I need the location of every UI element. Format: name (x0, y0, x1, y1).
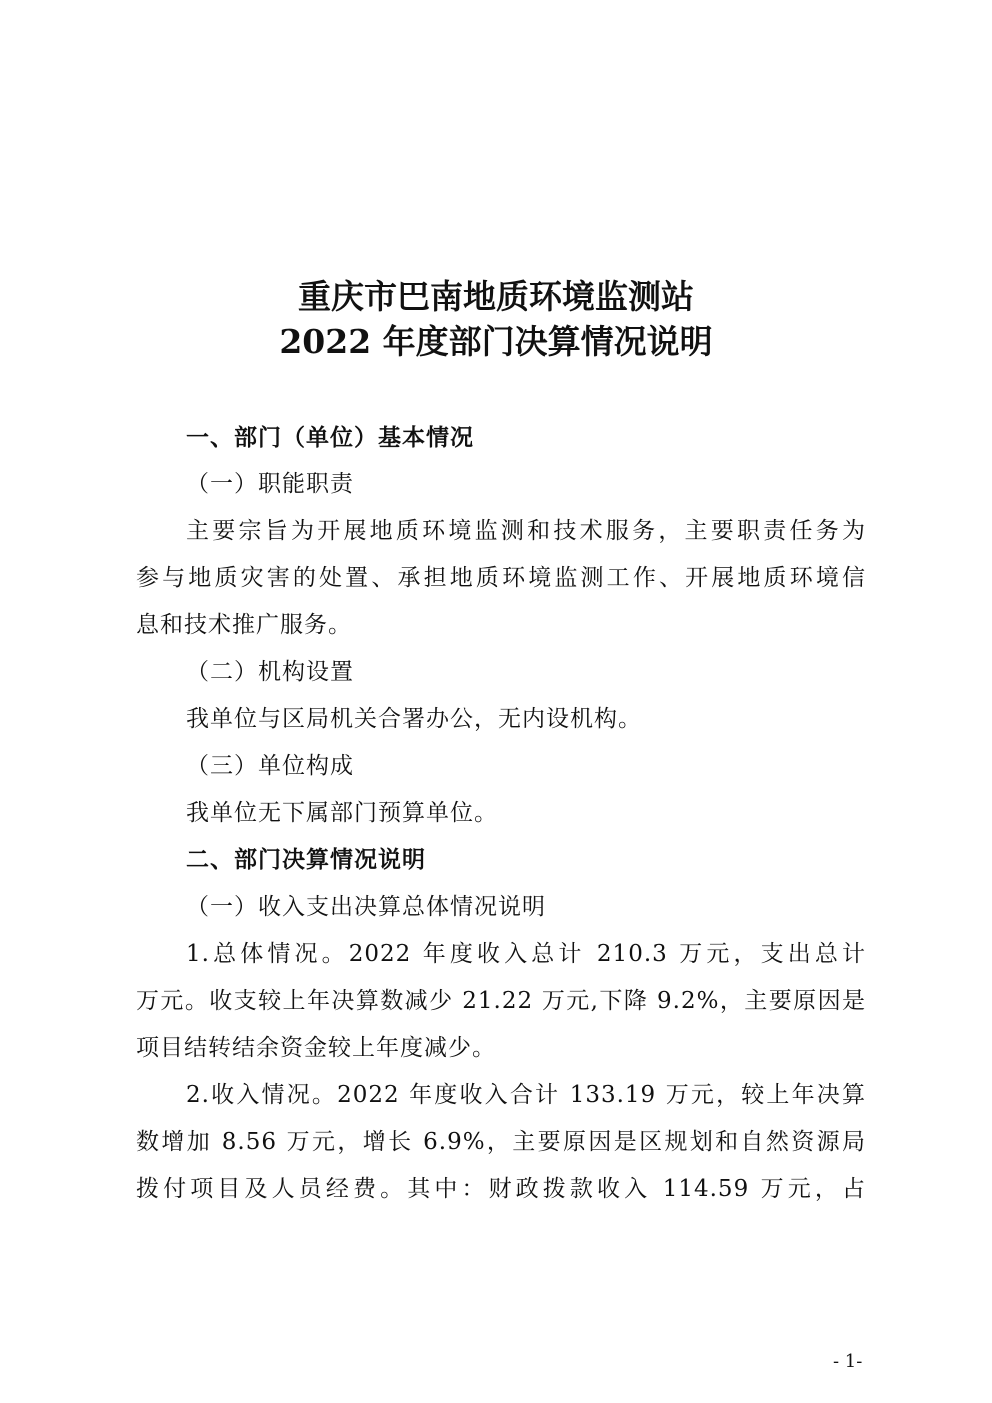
paragraph-line: 数增加 8.56 万元，增长 6.9%，主要原因是区规划和自然资源局 (136, 1129, 866, 1155)
paragraph-line: 项目结转结余资金较上年度减少。 (136, 1035, 496, 1061)
section-heading-2: 二、部门决算情况说明 (186, 846, 426, 873)
document-title-line-2: 2022 年度部门决算情况说明 (279, 322, 713, 361)
paragraph-line: 我单位无下属部门预算单位。 (186, 800, 498, 826)
subsection-heading-composition: （三）单位构成 (186, 753, 354, 779)
paragraph-line: 2.收入情况。2022 年度收入合计 133.19 万元，较上年决算 (186, 1082, 866, 1108)
subsection-heading-organization: （二）机构设置 (186, 659, 354, 685)
paragraph-line: 息和技术推广服务。 (136, 612, 352, 638)
paragraph-line: 我单位与区局机关合署办公，无内设机构。 (186, 706, 642, 732)
paragraph-line: 主要宗旨为开展地质环境监测和技术服务，主要职责任务为 (186, 518, 866, 544)
paragraph-line: 参与地质灾害的处置、承担地质环境监测工作、开展地质环境信 (136, 565, 866, 591)
paragraph-line: 1.总体情况。2022 年度收入总计 210.3 万元，支出总计 (186, 941, 866, 967)
section-heading-1: 一、部门（单位）基本情况 (186, 424, 474, 451)
document-title-line-1: 重庆市巴南地质环境监测站 (298, 277, 694, 316)
paragraph-line: 万元。收支较上年决算数减少 21.22 万元,下降 9.2%，主要原因是 (136, 988, 866, 1014)
page-number: - 1- (833, 1351, 863, 1372)
paragraph-line: 拨付项目及人员经费。其中：财政拨款收入 114.59 万元，占 (136, 1176, 866, 1202)
subsection-heading-summary: （一）收入支出决算总体情况说明 (186, 894, 546, 920)
subsection-heading-functions: （一）职能职责 (186, 471, 354, 497)
